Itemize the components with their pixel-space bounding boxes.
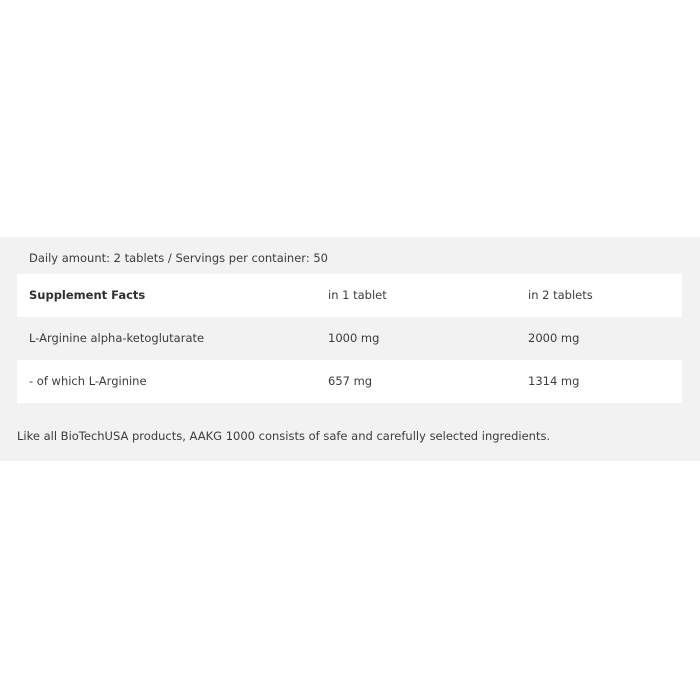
amount-per-two-tablets: 2000 mg xyxy=(528,331,580,345)
header-per-two-tablets: in 2 tablets xyxy=(528,288,593,302)
amount-per-tablet: 657 mg xyxy=(328,374,373,388)
ingredients-note: Like all BioTechUSA products, AAKG 1000 consists of safe and carefully selected ingredients. xyxy=(17,429,551,443)
table-row xyxy=(17,360,682,403)
table-row xyxy=(17,317,682,360)
amount-per-tablet: 1000 mg xyxy=(328,331,380,345)
amount-per-two-tablets: 1314 mg xyxy=(528,374,580,388)
table-header-row xyxy=(17,274,682,317)
supplement-facts-panel xyxy=(0,237,700,461)
header-per-tablet: in 1 tablet xyxy=(328,288,387,302)
supplement-facts-table xyxy=(17,274,682,403)
ingredient-name: - of which L-Arginine xyxy=(29,374,147,388)
daily-amount-text: Daily amount: 2 tablets / Servings per container: 50 xyxy=(29,251,328,265)
header-supplement-facts: Supplement Facts xyxy=(29,288,146,302)
ingredient-name: L-Arginine alpha-ketoglutarate xyxy=(29,331,205,345)
